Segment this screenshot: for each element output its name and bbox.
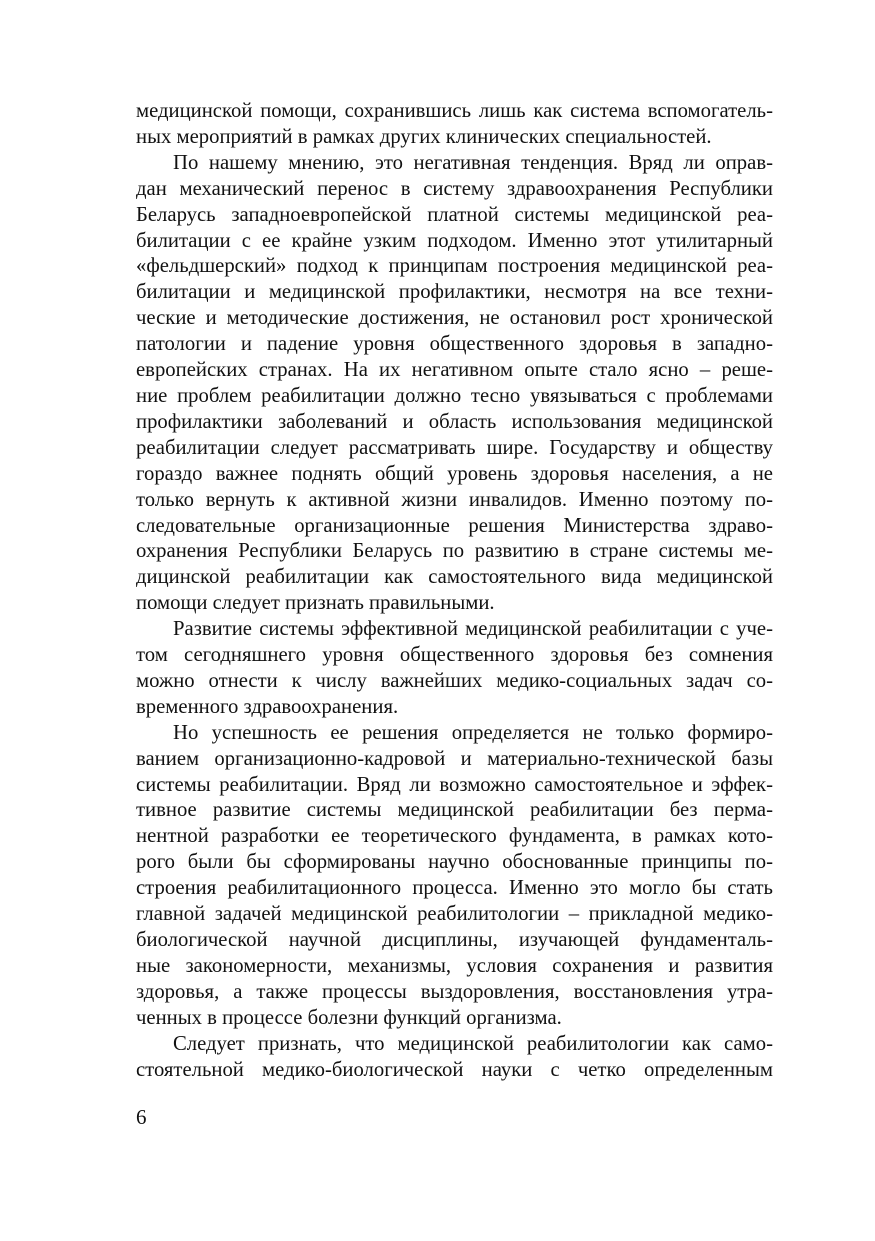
text-line: Беларусь западноевропейской платной системы медицинской реа- — [136, 203, 773, 226]
text-line: можно отнести к числу важнейших медико-социальных задач со- — [136, 669, 773, 692]
text-line: ные закономерности, механизмы, условия сохранения и развития — [136, 954, 773, 977]
text-line: ванием организационно-кадровой и материально-технической базы — [136, 747, 773, 770]
paragraph — [136, 721, 773, 1032]
text-line: временного здравоохранения. — [136, 695, 399, 718]
body-text — [136, 99, 773, 1083]
text-line: стоятельной медико-биологической науки с четко определенным — [136, 1058, 773, 1081]
text-line: ние проблем реабилитации должно тесно увязываться с проблемами — [136, 384, 773, 407]
text-line: европейских странах. На их негативном опыте стало ясно – реше- — [136, 359, 773, 382]
text-line: реабилитации следует рассматривать шире. Государству и обществу — [136, 436, 773, 459]
text-line: строения реабилитационного процесса. Именно это могло бы стать — [136, 877, 773, 900]
text-line: дан механический перенос в систему здравоохранения Республики — [136, 177, 773, 200]
text-line: ченных в процессе болезни функций организма. — [136, 1006, 562, 1029]
text-line: главной задачей медицинской реабилитологии – прикладной медико- — [136, 903, 773, 926]
text-line: билитации с ее крайне узким подходом. Именно этот утилитарный — [136, 229, 773, 252]
paragraph — [136, 151, 773, 617]
page-number: 6 — [136, 1105, 147, 1129]
paragraph — [136, 99, 773, 151]
text-line: следовательные организационные решения Министерства здраво- — [136, 514, 773, 537]
text-line: «фельдшерский» подход к принципам построения медицинской реа- — [136, 255, 773, 278]
text-line: системы реабилитации. Вряд ли возможно самостоятельное и эффек- — [136, 773, 773, 796]
text-line: помощи следует признать правильными. — [136, 592, 495, 615]
text-line: патологии и падение уровня общественного здоровья в западно- — [136, 333, 773, 356]
text-line: охранения Республики Беларусь по развитию в стране системы ме- — [136, 540, 773, 563]
text-line: билитации и медицинской профилактики, несмотря на все техни- — [136, 281, 773, 304]
text-line: том сегодняшнего уровня общественного здоровья без сомнения — [136, 644, 773, 667]
text-line: Но успешность ее решения определяется не только формиро- — [173, 721, 773, 744]
paragraph — [136, 617, 773, 721]
text-line: нентной разработки ее теоретического фундамента, в рамках кото- — [136, 825, 773, 848]
text-line: Развитие системы эффективной медицинской реабилитации с уче- — [173, 618, 773, 641]
text-line: гораздо важнее поднять общий уровень здоровья населения, а не — [136, 462, 773, 485]
text-line: ных мероприятий в рамках других клинических специальностей. — [136, 125, 712, 148]
text-line: только вернуть к активной жизни инвалидов. Именно поэтому по- — [136, 488, 773, 511]
text-line: медицинской помощи, сохранившись лишь как система вспомогатель- — [136, 100, 773, 122]
text-line: рого были бы сформированы научно обоснованные принципы по- — [136, 851, 773, 874]
text-line: По нашему мнению, это негативная тенденция. Вряд ли оправ- — [173, 151, 773, 174]
text-line: здоровья, а также процессы выздоровления, восстановления утра- — [136, 980, 773, 1003]
text-line: Следует признать, что медицинской реабилитологии как само- — [173, 1032, 773, 1055]
text-line: дицинской реабилитации как самостоятельного вида медицинской — [136, 566, 773, 589]
paragraph — [136, 1032, 773, 1084]
text-line: ческие и методические достижения, не остановил рост хронической — [136, 307, 773, 330]
text-line: биологической научной дисциплины, изучающей фундаменталь- — [136, 929, 773, 951]
text-line: профилактики заболеваний и область использования медицинской — [136, 410, 773, 433]
text-line: тивное развитие системы медицинской реабилитации без перма- — [136, 799, 773, 822]
